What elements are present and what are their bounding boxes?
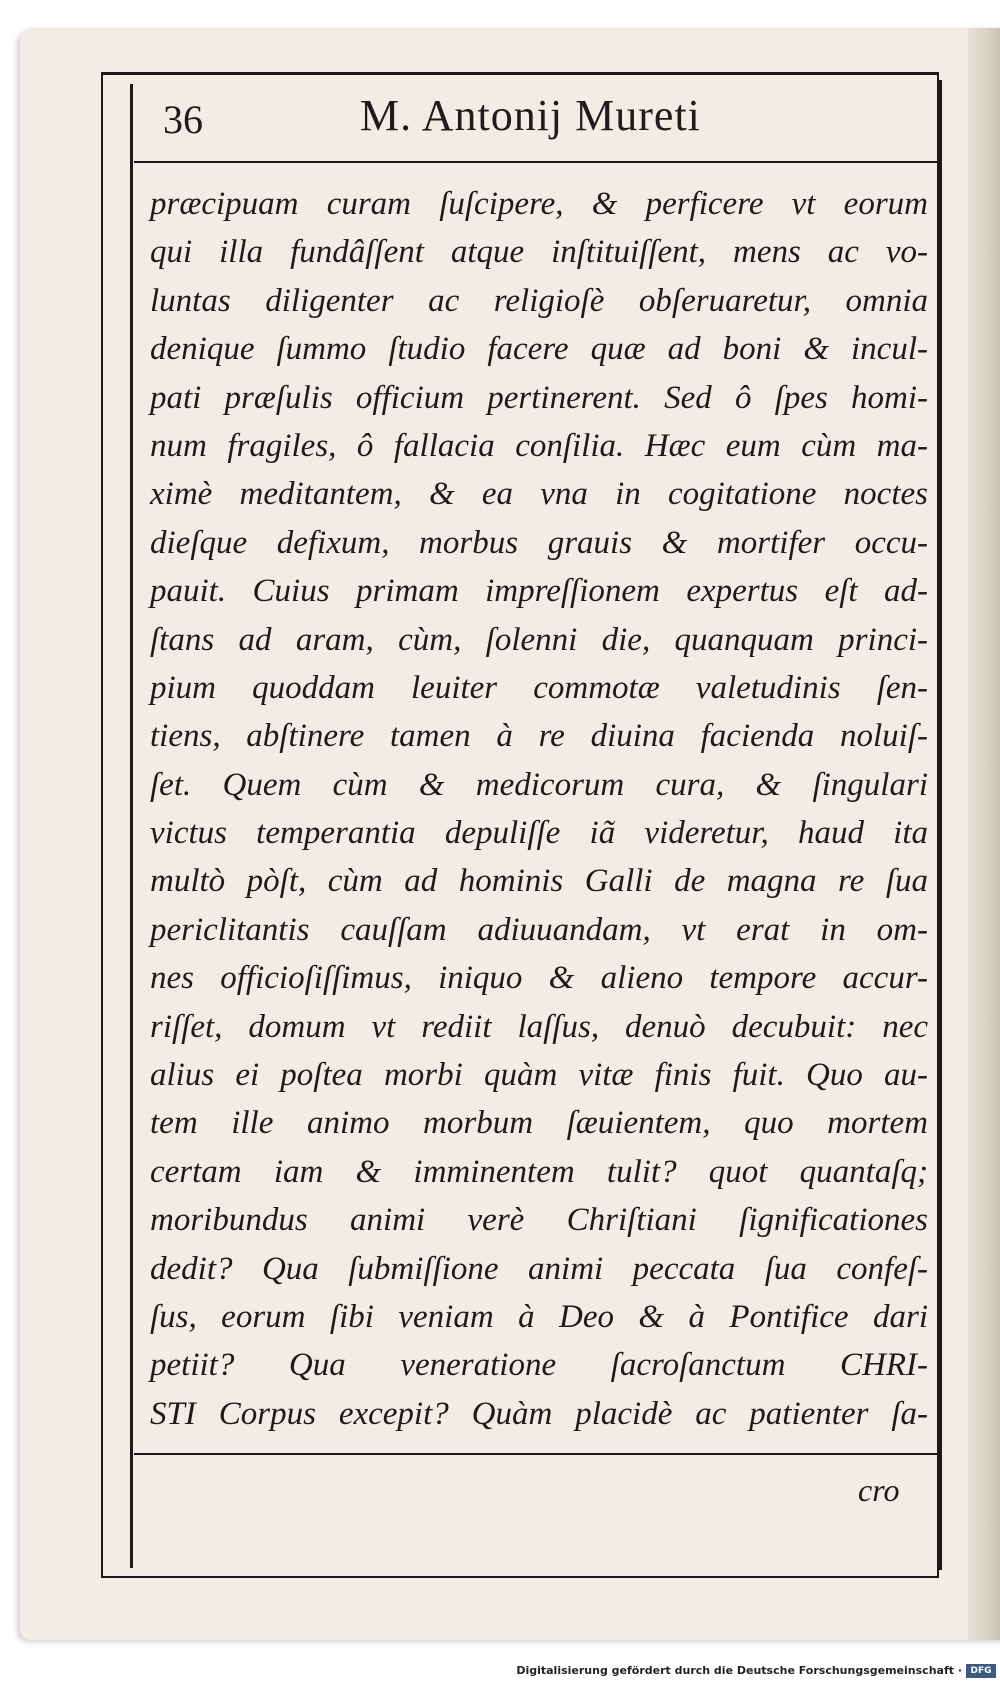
text-line: ximè meditantem, & ea vna in cogitatione noctes	[150, 476, 928, 513]
text-line: alius ei poſtea morbi quàm vitæ finis fuit. Quo au-	[150, 1057, 928, 1094]
page-number: 36	[163, 97, 203, 142]
text-line: pati præſulis officium pertinerent. Sed ô ſpes homi-	[150, 379, 928, 416]
frame-top-rule	[101, 72, 939, 75]
body-text	[150, 180, 928, 1438]
text-line: riſſet, domum vt rediit laſſus, denuò decubuit: nec	[150, 1008, 928, 1045]
text-line: victus temperantia depuliſſe iã videretur, haud ita	[150, 815, 928, 852]
dfg-logo: DFG	[966, 1664, 996, 1678]
text-line: certam iam & imminentem tulit? quot quantaſq;	[150, 1153, 928, 1190]
text-line: qui illa fundâſſent atque inſtituiſſent, mens ac vo-	[150, 234, 928, 271]
text-line: periclitantis cauſſam adiuuandam, vt erat in om-	[150, 911, 928, 948]
header-rule	[134, 161, 938, 163]
text-line: ſet. Quem cùm & medicorum cura, & ſingulari	[150, 766, 928, 803]
text-line: pium quoddam leuiter commotæ valetudinis ſen-	[150, 669, 928, 706]
text-line: dieſque defixum, morbus grauis & mortifer occu-	[150, 524, 928, 561]
frame-inner-left-rule	[130, 84, 133, 1568]
text-line: STI Corpus excepit? Quàm placidè ac patienter ſa-	[150, 1395, 928, 1432]
footer-rule	[134, 1453, 938, 1455]
text-line: petiit? Qua veneratione ſacroſanctum CHRI-	[150, 1347, 928, 1384]
text-line: denique ſummo ſtudio facere quæ ad boni & incul-	[150, 331, 928, 368]
text-line: ſtans ad aram, cùm, ſolenni die, quanquam princi-	[150, 621, 928, 658]
frame-inner-right-rule	[939, 80, 942, 1570]
text-line: pauit. Cuius primam impreſſionem expertus eſt ad-	[150, 573, 928, 610]
text-line: multò pòſt, cùm ad hominis Galli de magna re ſua	[150, 863, 928, 900]
running-head: M. Antonij Mureti	[360, 91, 701, 140]
text-line: præcipuam curam ſuſcipere, & perficere vt eorum	[150, 186, 928, 222]
text-line: tiens, abſtinere tamen à re diuina facienda noluiſ-	[150, 718, 928, 755]
text-line: nes officioſiſſimus, iniquo & alieno tempore accur-	[150, 960, 928, 997]
text-line: luntas diligenter ac religioſè obſeruaretur, omnia	[150, 282, 928, 319]
text-line: num fragiles, ô fallacia conſilia. Hæc eum cùm ma-	[150, 427, 928, 464]
text-line: dedit? Qua ſubmiſſione animi peccata ſua confeſ-	[150, 1250, 928, 1287]
footer-credit: Digitalisierung gefördert durch die Deutsche Forschungsgemeinschaft ·	[516, 1664, 962, 1677]
leaf-gutter-shadow	[968, 28, 1000, 1640]
text-line: moribundus animi verè Chriſtiani ſignificationes	[150, 1202, 928, 1239]
text-line: tem ille animo morbum ſæuientem, quo mortem	[150, 1105, 928, 1142]
catchword: cro	[858, 1472, 900, 1508]
text-line: ſus, eorum ſibi veniam à Deo & à Pontifice dari	[150, 1298, 928, 1335]
